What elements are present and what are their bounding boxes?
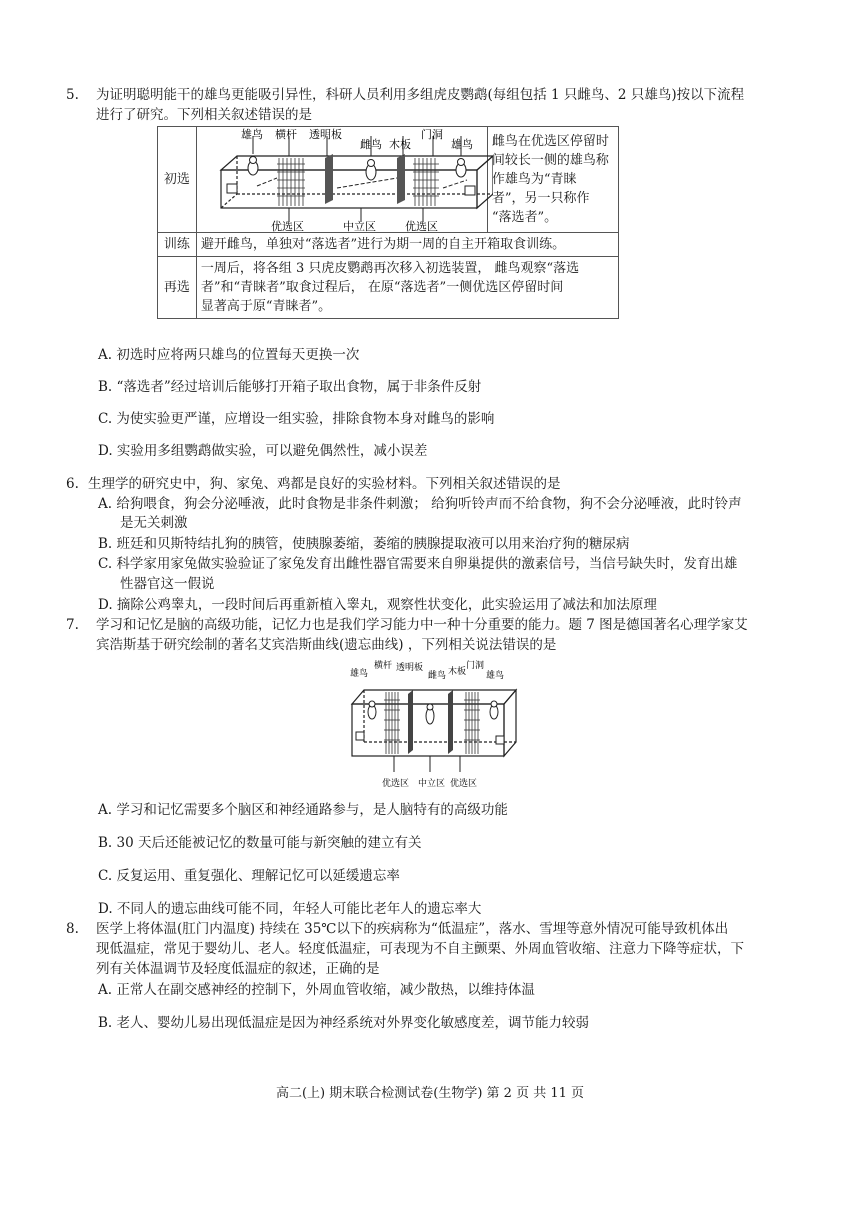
q7-apparatus-svg: [348, 656, 518, 796]
q7-label-perch: 横杆: [374, 661, 393, 671]
q6-option-c-line2: 性器官这一假说: [120, 576, 215, 592]
reselect-text: [196, 257, 618, 319]
q5-apparatus-diagram: [197, 128, 487, 232]
q7-label-female: 雌鸟: [428, 671, 447, 681]
diag-label-perch: 横杆: [274, 127, 297, 141]
q7-zone-neutral: 中立区: [418, 779, 446, 789]
q6-option-d: D. 摘除公鸡睾丸，一段时间后再重新植入睾丸，观察性状变化，此实验运用了减法和加法原理: [98, 597, 657, 613]
wood-board-left: [325, 154, 333, 204]
q7-label-clear-plate: 透明板: [396, 663, 424, 673]
row-label-training: 训练: [158, 233, 197, 257]
q7-label-male1: 雄鸟: [350, 669, 369, 679]
wood-board-right: [397, 154, 405, 204]
q7-zone-pref-right: 优选区: [450, 779, 478, 789]
q8-option-b: B. 老人、婴幼儿易出现低温症是因为神经系统对外界变化敏感度差，调节能力较弱: [98, 1015, 590, 1031]
q6-stem: 生理学的研究史中，狗、家兔、鸡都是良好的实验材料。下列相关叙述错误的是: [88, 476, 561, 492]
q7-label-male2: 雄鸟: [486, 671, 505, 681]
diag-label-wood: 木板: [388, 137, 411, 151]
row-label-initial: 初选: [158, 127, 197, 233]
q5-option-d: D. 实验用多组鹦鹉做实验，可以避免偶然性，减小误差: [98, 443, 428, 459]
reselect-line: 者”和“青睐者”取食过程后， 在原“落选者”一侧优选区停留时间: [200, 280, 564, 295]
zone-label-pref-left: 优选区: [270, 219, 304, 232]
diag-label-clear-plate: 透明板: [308, 127, 342, 141]
q6-number: 6.: [66, 476, 79, 492]
q7-stem-line1: 学习和记忆是脑的高级功能，记忆力也是我们学习能力中一种十分重要的能力。题 7 图是德国著名心理学家艾: [96, 617, 748, 633]
note-line: 雌鸟在优选区停留时: [491, 134, 609, 149]
reselect-line: 一周后，将各组 3 只虎皮鹦鹉再次移入初选装置， 雌鸟观察“落选: [200, 261, 580, 276]
row-label-reselect: 再选: [158, 257, 197, 319]
q5-initial-note: [487, 127, 618, 233]
q7-wood-board-right: [448, 690, 453, 754]
q6-option-b: B. 班廷和贝斯特结扎狗的胰管，使胰腺萎缩，萎缩的胰腺提取液可以用来治疗狗的糖尿病: [98, 536, 630, 552]
note-line: “落选者”。: [491, 210, 558, 225]
q7-number: 7.: [66, 617, 79, 633]
q7-label-door: 门洞: [466, 661, 485, 671]
reselect-line: 显著高于原“青睐者”。: [200, 299, 332, 314]
q5-diagram-cell: [196, 127, 487, 233]
q7-label-wood: 木板: [448, 667, 467, 677]
note-line: 者”，另一只称作: [491, 191, 590, 206]
diag-label-female: 雌鸟: [359, 137, 382, 151]
page-footer: 高二(上) 期末联合检测试卷(生物学) 第 2 页 共 11 页: [275, 1086, 585, 1101]
q7-zone-pref-left: 优选区: [382, 779, 410, 789]
q8-stem-line2: 现低温症，常见于婴幼儿、老人。轻度低温症，可表现为不自主颤栗、外周血管收缩、注意力下降等症状，下: [96, 941, 744, 957]
q5-stem-line1: 为证明聪明能干的雄鸟更能吸引异性，科研人员利用多组虎皮鹦鹉(每组包括 1 只雌鸟、2 只雄鸟)按以下流程: [96, 87, 745, 103]
q5-experiment-table: [157, 126, 619, 319]
q5-option-c: C. 为使实验更严谨，应增设一组实验，排除食物本身对雌鸟的影响: [98, 411, 495, 427]
q7-option-b: B. 30 天后还能被记忆的数量可能与新突触的建立有关: [98, 835, 422, 851]
q7-figure: [348, 656, 518, 796]
q7-option-a: A. 学习和记忆需要多个脑区和神经通路参与，是人脑特有的高级功能: [98, 802, 508, 818]
q8-stem-line1: 医学上将体温(肛门内温度) 持续在 35℃以下的疾病称为“低温症”，落水、雪埋等意外情况可能导致机体出: [96, 921, 729, 937]
q5-stem-line2: 进行了研究。下列相关叙述错误的是: [96, 107, 312, 123]
q7-option-c: C. 反复运用、重复强化、理解记忆可以延缓遗忘率: [98, 868, 400, 884]
zone-label-pref-right: 优选区: [404, 219, 438, 232]
training-text: 避开雌鸟，单独对“落选者”进行为期一周的自主开箱取食训练。: [196, 233, 618, 257]
diag-label-male2: 雄鸟: [450, 137, 473, 151]
diag-label-male1: 雄鸟: [240, 127, 263, 141]
q5-number: 5.: [66, 87, 79, 103]
q6-option-c-line1: C. 科学家用家兔做实验验证了家兔发育出雌性器官需要来自卵巢提供的激素信号，当信号缺失时，发育出雄: [98, 556, 738, 572]
q8-option-a: A. 正常人在副交感神经的控制下，外周血管收缩，减少散热，以维持体温: [98, 982, 535, 998]
zone-label-neutral: 中立区: [342, 219, 376, 232]
q5-option-a: A. 初选时应将两只雄鸟的位置每天更换一次: [98, 347, 360, 363]
q8-number: 8.: [66, 921, 79, 937]
q6-option-a-line1: A. 给狗喂食，狗会分泌唾液，此时食物是非条件刺激； 给狗听铃声而不给食物，狗不会分泌唾液，此时铃声: [98, 496, 742, 512]
q7-wood-board-left: [408, 690, 413, 754]
note-line: 作雄鸟为“青睐: [491, 172, 577, 187]
note-line: 间较长一侧的雄鸟称: [491, 153, 609, 168]
diag-label-door: 门洞: [420, 127, 443, 141]
q7-option-d: D. 不同人的遗忘曲线可能不同，年轻人可能比老年人的遗忘率大: [98, 901, 482, 917]
q8-stem-line3: 列有关体温调节及轻度低温症的叙述，正确的是: [96, 961, 380, 977]
q7-stem-line2: 宾浩斯基于研究绘制的著名艾宾浩斯曲线(遗忘曲线) ，下列相关说法错误的是: [96, 637, 557, 653]
apparatus-svg: [197, 128, 493, 232]
q6-option-a-line2: 是无关刺激: [120, 515, 188, 531]
q5-option-b: B. “落选者”经过培训后能够打开箱子取出食物，属于非条件反射: [98, 379, 482, 395]
